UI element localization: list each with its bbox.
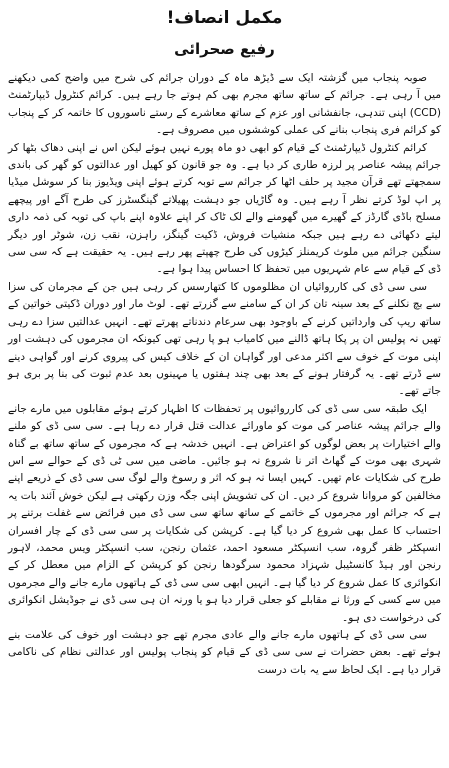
article-paragraph: کرائم کنٹرول ڈیپارٹمنٹ کے قیام کو ابھی دو ماہ پورے نہیں ہوئے لیکن اس نے اپنی دھاک بٹھا کر جرائم پیشہ عناصر پر لرزہ طاری کر دیا ہے۔ وہ جو قانون کو کھیل اور عدالتوں کو گھر کی باندی سمجھتے تھے قرآن مجید پر حلف اٹھا کر جرائم سے توبہ کرتے ہوئے اپنی ویڈیوز بنا کر سوشل میڈیا پر اپ لوڈ کرتے نظر آ رہے ہیں۔ وہ گاڑیاں جو دہشت پھیلاتے گینگسٹرز کی طرح آگے اور پیچھے مسلح باڈی گارڈز کے گھیرے میں گھومنے والے لک ٹاک کر اپنے علاوہ اپنے باپ کی توبہ کی ذمہ داری لیتے دکھائی دے رہے ہیں جبکہ منشیات فروش، ڈکیت گینگز، راہزن، نقب زن، شوٹر اور دیگر سنگین جرائم میں ملوث کریمنلز کیڑوں کی طرح چھپتے پھر رہے ہیں۔ یہ حقیقت ہے کہ سی سی ڈی کے قیام سے عام شہریوں میں تحفظ کا احساس پیدا ہوا ہے۔ (8, 141, 441, 276)
article-body (8, 70, 441, 679)
article-paragraph: صوبہ پنجاب میں گزشتہ ایک سے ڈیڑھ ماہ کے دوران جرائم کی شرح میں واضح کمی دیکھنے میں آ رہی ہے۔ جرائم کے ساتھ ساتھ مجرم بھی کم ہوتے جا رہے ہیں۔ کرائم کنٹرول ڈیپارٹمنٹ (CCD) اپنی تندہی، جانفشانی اور عزم کے ساتھ معاشرے کے رستے ناسوروں کا خاتمہ کر کے پنجاب کو کرائم فری پنجاب بنانے کی عملی کوششوں میں مصروف ہے۔ (8, 72, 441, 137)
article-paragraph: سی سی ڈی کے ہاتھوں مارے جانے والے عادی مجرم تھے جو دہشت اور خوف کی علامت بنے ہوئے تھے۔ بعض حضرات نے سی سی ڈی کے قیام کو پنجاب پولیس اور عدالتی نظام کی ناکامی قرار دیا ہے۔ ایک لحاظ سے یہ بات درست (8, 629, 441, 676)
article-paragraph: سی سی ڈی کی کارروائیاں ان مظلوموں کا کتھارسس کر رہی ہیں جن کے مجرمان کی سزا سے بچ نکلنے کے بعد سینہ تان کر ان کے سامنے سے گزرتے تھے۔ لوٹ مار اور دوران ڈکیتی خواتین کے ساتھ ریپ کی وارداتیں کرنے کے باوجود بھی سرعام دندناتے پھرتے تھے۔ انہیں عدالتیں سزا دے رہی تھیں نہ پولیس ان پر پکا ہاتھ ڈالنے میں کامیاب ہو پا رہی تھی کیونکہ ان مجرموں کی دہشت اور اپنی موت کے خوف سے اکثر مدعی اور گواہان ان کے خلاف کیس کی پیروی کرنے اور گواہی دینے سے ڈرتے تھے۔ یہ گرفتار ہونے کے بعد بھی چند ہفتوں یا مہینوں بعد عدم ثبوت کی بنا پر بری ہو جاتے تھے۔ (8, 280, 441, 398)
article-paragraph: ایک طبقہ سی سی ڈی کی کارروائیوں پر تحفظات کا اظہار کرتے ہوئے مقابلوں میں مارے جانے والے جرائم پیشہ عناصر کی موت کو ماورائے عدالت قتل قرار دے رہا ہے۔ سی سی ڈی کو ملنے والے اختیارات پر بعض لوگوں کو اعتراض ہے۔ انہیں خدشہ ہے کہ مجرموں کے ساتھ ساتھ بے گناہ شہری بھی موت کے گھاٹ اتر نا شروع نہ ہو جائیں۔ ماضی میں سی ٹی ڈی کے حوالے سے اس طرح کی شکایات عام تھیں۔ کہیں ایسا نہ ہو کہ اثر و رسوخ والے لوگ سی سی ڈی کے ذریعے اپنے مخالفین کو مروانا شروع کر دیں۔ ان کی تشویش اپنی جگہ وزن رکھتی ہے لیکن خوش آئند بات یہ ہے کہ جرائم اور مجرموں کے خاتمے کے ساتھ ساتھ سی سی ڈی میں فرائض سے غفلت برتنے پر احتساب کا عمل بھی شروع کر دیا گیا ہے۔ کرپشن کی شکایات پر سی سی ڈی کے چار افسران انسپکٹر ظفر گروہ، سب انسپکٹر مسعود احمد، عثمان رنجن، سب انسپکٹر ویس محمد، لاہور رنجن اور ہیڈ کانسٹیبل شہزاد محمود سرگودھا رنجن کو کرپشن کے الزام میں معطل کر کے انکوائری کا عمل شروع کر دیا گیا ہے۔ انہیں ابھی سی سی ڈی کے ہاتھوں مارے جانے والے مجرموں میں سے کسی کے ورثا نے مقابلے کو جعلی قرار دیا ہو یا ورنہ ان ہی سی ڈی نے جوڈیشل انکوائری کی درخواست دی ہو۔ (8, 402, 441, 624)
article-title: مکمل انصاف! (166, 8, 283, 28)
article-author: رفیع صحرائی (174, 40, 275, 58)
